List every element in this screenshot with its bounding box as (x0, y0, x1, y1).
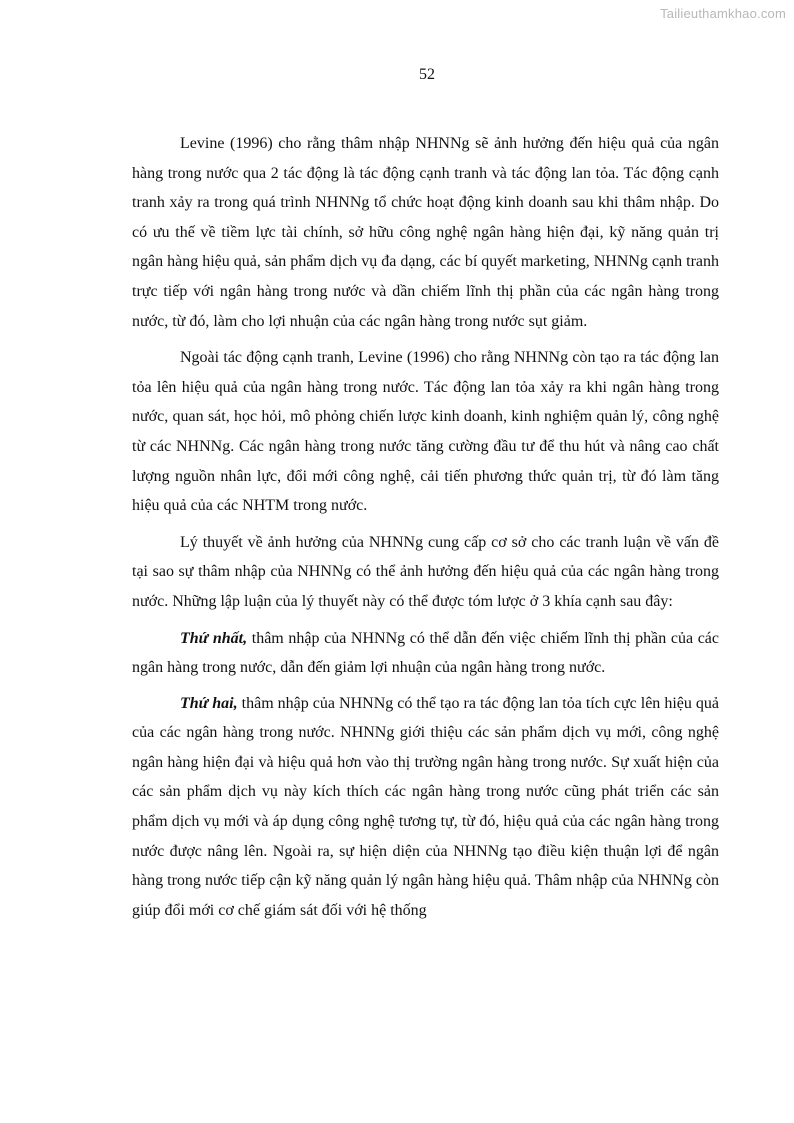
paragraph-theory-summary (132, 528, 719, 617)
paragraph-text: Ngoài tác động cạnh tranh, Levine (1996) cho rằng NHNNg còn tạo ra tác động lan tỏa lên hiệu quả của ngân hàng trong nước. Tác động lan tỏa xảy ra khi ngân hàng trong nước, quan sát, học hỏi, mô phỏng chiến lược kinh doanh, kinh nghiệm quản lý, công nghệ từ các NHNNg. Các ngân hàng trong nước tăng cường đầu tư để thu hút và nâng cao chất lượng nguồn nhân lực, đổi mới công nghệ, cải tiến phương thức quản trị, từ đó làm tăng hiệu quả của các NHTM trong nước. (132, 349, 719, 515)
document-body (132, 129, 719, 932)
watermark-text: Tailieuthamkhao.com (660, 6, 786, 21)
paragraph-text: thâm nhập của NHNNg có thể tạo ra tác động lan tỏa tích cực lên hiệu quả của các ngân hàng trong nước. NHNNg giới thiệu các sản phẩm dịch vụ mới, công nghệ ngân hàng hiện đại và hiệu quả hơn vào thị trường ngân hàng trong nước. Sự xuất hiện của các sản phẩm dịch vụ này kích thích các ngân hàng trong nước cũng phát triển các sản phẩm dịch vụ mới và áp dụng công nghệ tương tự, từ đó, hiệu quả của các ngân hàng trong nước được nâng lên. Ngoài ra, sự hiện diện của NHNNg tạo điều kiện thuận lợi để ngân hàng trong nước tiếp cận kỹ năng quản lý ngân hàng hiệu quả. Thâm nhập của NHNNg còn giúp đổi mới cơ chế giám sát đối với hệ thống (132, 694, 719, 919)
paragraph-second-point (132, 689, 719, 926)
paragraph-spillover-effect (132, 343, 719, 521)
paragraph-first-point (132, 624, 719, 683)
paragraph-lead: Thứ nhất, (180, 629, 248, 647)
paragraph-text: thâm nhập của NHNNg có thể dẫn đến việc chiếm lĩnh thị phần của các ngân hàng trong nước, dẫn đến giảm lợi nhuận của ngân hàng trong nước. (132, 629, 719, 677)
paragraph-text: Lý thuyết về ảnh hưởng của NHNNg cung cấp cơ sở cho các tranh luận về vấn đề tại sao sự thâm nhập của NHNNg có thể ảnh hưởng đến hiệu quả của các ngân hàng trong nước. Những lập luận của lý thuyết này có thể được tóm lược ở 3 khía cạnh sau đây: (132, 533, 719, 610)
paragraph-lead: Thứ hai, (180, 694, 238, 712)
paragraph-levine-competition (132, 129, 719, 336)
paragraph-text: Levine (1996) cho rằng thâm nhập NHNNg sẽ ảnh hưởng đến hiệu quả của ngân hàng trong nước qua 2 tác động là tác động cạnh tranh và tác động lan tỏa. Tác động cạnh tranh xảy ra trong quá trình NHNNg tổ chức hoạt động kinh doanh sau khi thâm nhập. Do có ưu thế về tiềm lực tài chính, sở hữu công nghệ ngân hàng hiện đại, kỹ năng quản trị ngân hàng hiệu quả, sản phẩm dịch vụ đa dạng, các bí quyết marketing, NHNNg cạnh tranh trực tiếp với ngân hàng trong nước và dần chiếm lĩnh thị phần của các ngân hàng trong nước, từ đó, làm cho lợi nhuận của các ngân hàng trong nước sụt giảm. (132, 135, 719, 330)
page-number: 52 (419, 66, 435, 83)
